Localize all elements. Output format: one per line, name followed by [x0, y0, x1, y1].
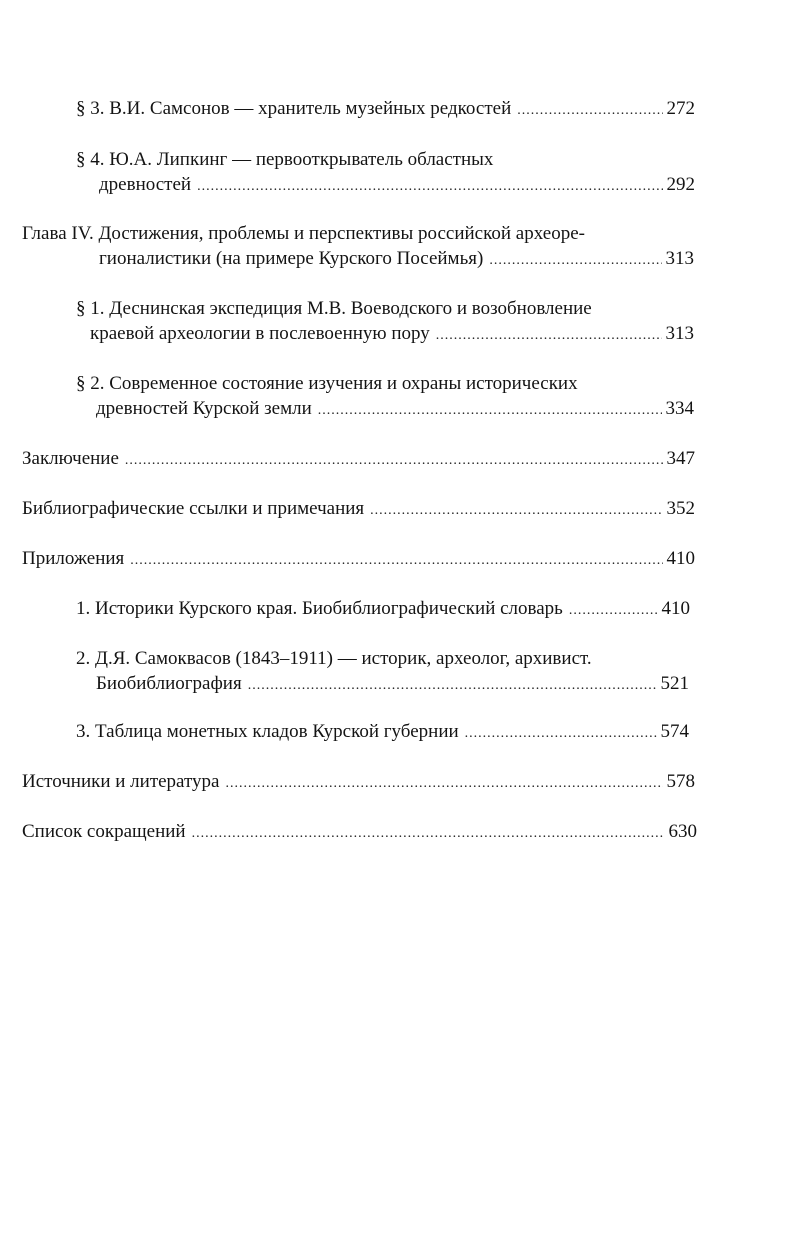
dot-leader: [569, 598, 658, 623]
toc-page-number: 574: [660, 721, 689, 742]
dot-leader: [318, 398, 662, 423]
dot-leader: [192, 821, 665, 846]
dot-leader: [130, 548, 662, 573]
toc-page-number: 313: [665, 323, 694, 344]
toc-entry-sources: [22, 769, 695, 794]
toc-entry-conclusion: [22, 446, 695, 471]
toc-entry-appendix-2: [76, 646, 689, 696]
toc-entry-title-cont: краевой археологии в послевоенную пору: [90, 323, 430, 344]
dot-leader: [197, 174, 662, 199]
toc-entry-title: § 3. В.И. Самсонов — хранитель музейных редкостей: [76, 98, 512, 119]
toc-entry-title: Список сокращений: [22, 821, 186, 842]
toc-entry-title: Заключение: [22, 448, 119, 469]
toc-page-number: 521: [660, 673, 689, 694]
toc-entry-title: Глава IV. Достижения, проблемы и перспективы российской археоре-: [22, 223, 585, 244]
toc-entry-title: § 1. Деснинская экспедиция М.В. Воеводского и возобновление: [76, 298, 592, 319]
toc-entry-ch4-s1: [76, 296, 694, 346]
toc-page-number: 578: [666, 771, 695, 792]
toc-entry-title-cont: гионалистики (на примере Курского Посеймья): [99, 248, 484, 269]
toc-page-number: 272: [666, 98, 695, 119]
toc-entry-ch4-s2: [76, 371, 694, 421]
dot-leader: [370, 498, 662, 523]
toc-entry-title: § 4. Ю.А. Липкинг — первооткрыватель областных: [76, 149, 494, 170]
toc-entry-title: Библиографические ссылки и примечания: [22, 498, 365, 519]
dot-leader: [465, 721, 657, 746]
toc-entry-title-cont: Биобиблиография: [96, 673, 242, 694]
dot-leader: [517, 98, 662, 123]
toc-page-number: 410: [666, 548, 695, 569]
dot-leader: [489, 248, 661, 273]
toc-entry-chapter-4: [22, 221, 694, 271]
toc-entry-s3: [76, 96, 695, 121]
toc-entry-s4: [76, 147, 695, 197]
toc-entry-title: § 2. Современное состояние изучения и охраны исторических: [76, 373, 578, 394]
toc-entry-title: Источники и литература: [22, 771, 220, 792]
toc-entry-bibliographic-refs: [22, 496, 695, 521]
dot-leader: [226, 771, 663, 796]
toc-entry-title-cont: древностей Курской земли: [96, 398, 312, 419]
toc-page-number: 292: [666, 174, 695, 195]
toc-entry-appendix-3: [76, 719, 689, 744]
toc-entry-title: 3. Таблица монетных кладов Курской губернии: [76, 721, 459, 742]
toc-entry-abbreviations: [22, 819, 697, 844]
dot-leader: [125, 448, 663, 473]
toc-page-number: 352: [666, 498, 695, 519]
toc-page-number: 313: [665, 248, 694, 269]
toc-entry-title-cont: древностей: [99, 174, 192, 195]
toc-entry-title: 1. Историки Курского края. Биобиблиографический словарь: [76, 598, 563, 619]
dot-leader: [248, 673, 657, 698]
toc-page-number: 630: [668, 821, 697, 842]
toc-entry-appendix-1: [76, 596, 690, 621]
toc-entry-appendices: [22, 546, 695, 571]
toc-entry-title: 2. Д.Я. Самоквасов (1843–1911) — историк, археолог, архивист.: [76, 648, 592, 669]
toc-page-number: 334: [665, 398, 694, 419]
toc-page-number: 347: [666, 448, 695, 469]
toc-entry-title: Приложения: [22, 548, 125, 569]
toc-page-number: 410: [661, 598, 690, 619]
dot-leader: [436, 323, 662, 348]
